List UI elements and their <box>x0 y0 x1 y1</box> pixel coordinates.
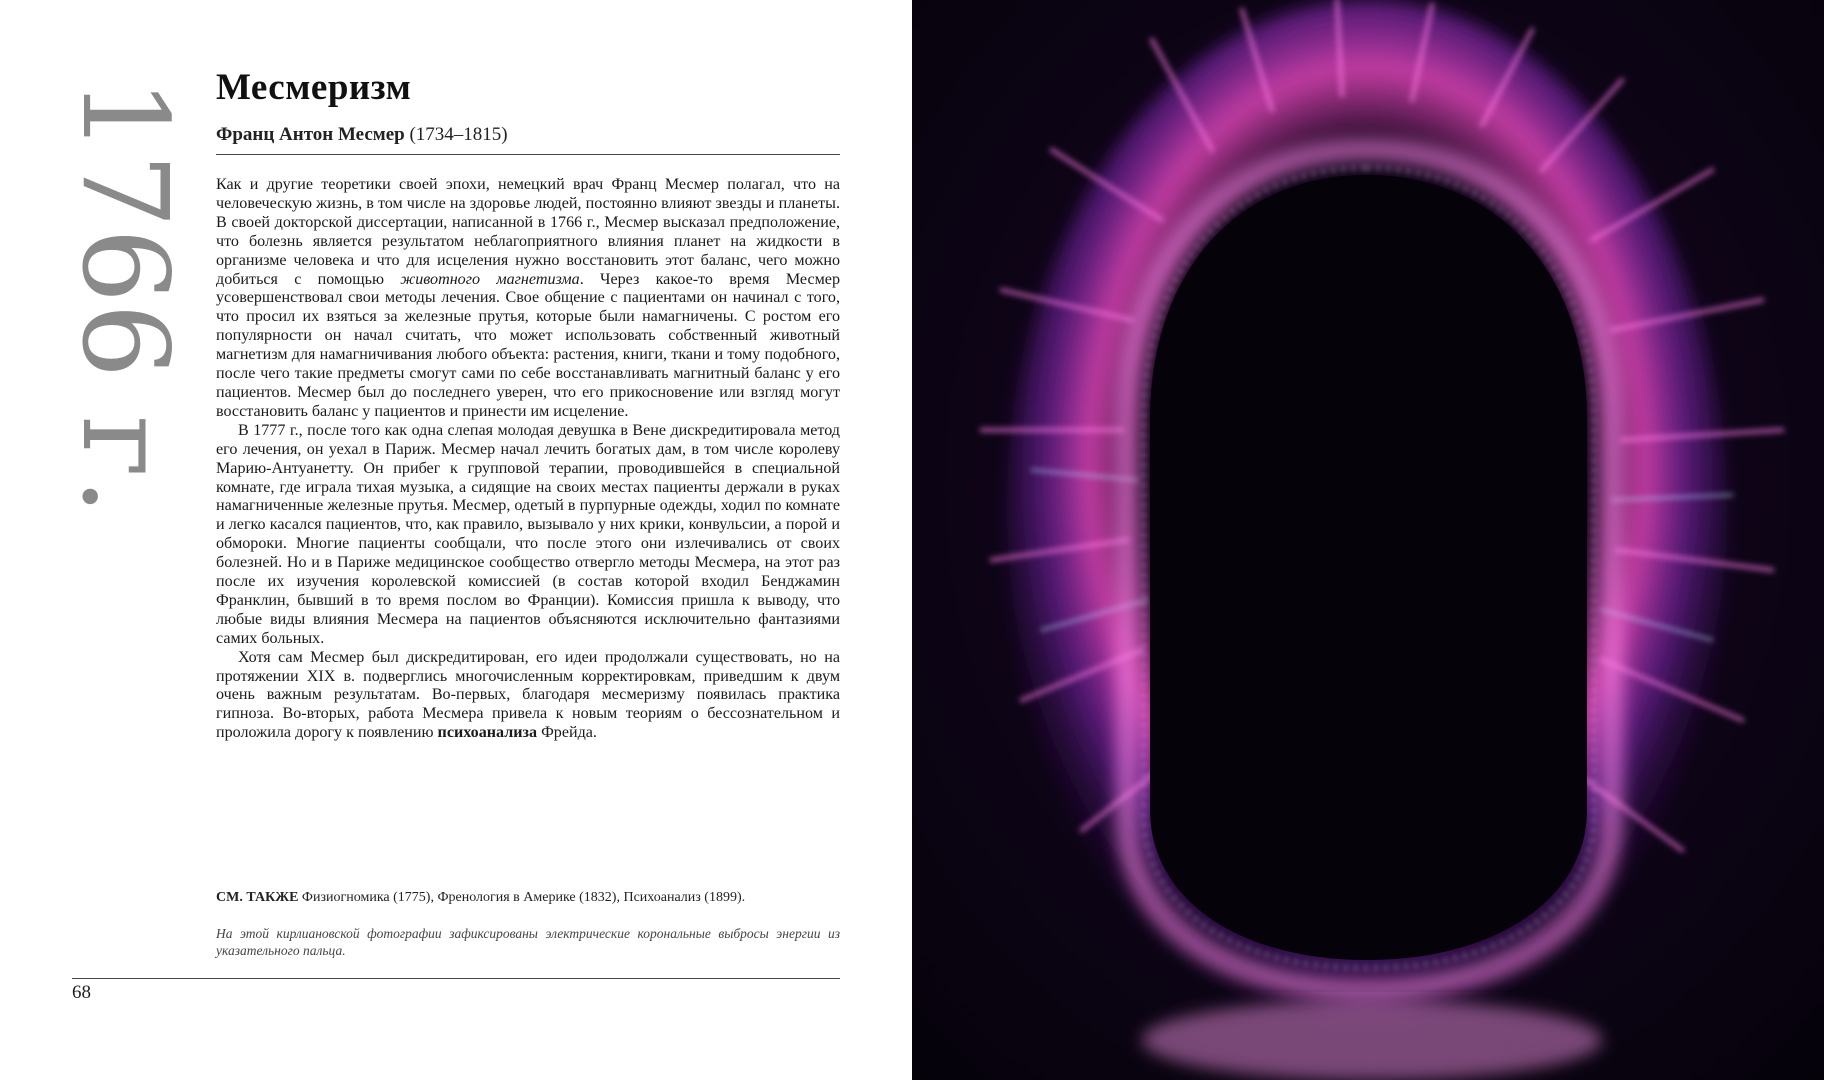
author-name: Франц Антон Месмер <box>216 124 405 145</box>
author-line <box>216 124 508 146</box>
emphasis-animal-magnetism: животного магнетизма <box>400 270 580 288</box>
year-label: 1766 г. <box>56 78 194 516</box>
paragraph-1: Как и другие теоретики своей эпохи, немецкий врач Франц Месмер полагал, что на человеческую жизнь, в том числе на здоровье людей, постоянно влияют звезды и планеты. В своей докторской диссертации, написанной в 1766 г., Месмер высказал предположение, что болезнь является результатом неблагоприятного влияния планет на жидкости в организме человека и что для исцеления нужно восстановить этот баланс, чего можно добиться с помощью животного магнетизма. Через какое-то время Месмер усовершенствовал свои методы лечения. Свое общение с пациентами он начинал с того, что просил их взяться за железные прутья, которые были намагничены. С ростом его популярности он начал считать, что может использовать собственный животный магнетизм для намагничивания любого объекта: растения, книги, ткани и тому подобного, после чего такие предметы смогут сами по себе восстанавливать магнитный баланс у его пациентов. Месмер был до последнего уверен, что его прикосновение или взгляд могут восстановить баланс у пациентов и принести им исцеление. <box>216 176 840 420</box>
photo-caption: На этой кирлиановской фотографии зафиксированы электрические корональные выбросы энергии из указательного пальца. <box>216 926 840 958</box>
kirlian-photo-image <box>912 0 1824 1080</box>
page-title: Месмеризм <box>216 67 412 108</box>
paragraph-2: В 1777 г., после того как одна слепая молодая девушка в Вене дискредитировала метод его лечения, он уехал в Париж. Месмер начал лечить богатых дам, в том числе королеву Марию-Антуанетту. Он прибег к групповой терапии, проводившейся в специальной комнате, где играла тихая музыка, а сидящие на своих местах пациенты держали в руках намагниченные железные прутья. Месмер, одетый в пурпурные одежды, ходил по комнате и легко касался пациентов, что, как правило, вызывало у них крики, конвульсии, а порой и обмороки. Многие пациенты сообщали, что после этого они излечивались от своих болезней. Но и в Париже медицинское сообщество отвергло методы Месмера, на этот раз после их изучения королевской комиссией (в состав которой входил Бенджамин Франклин, бывший в то время послом во Франции). Комиссия пришла к выводу, что любые виды влияния Месмера на пациентов объясняются исключительно фантазиями самих больных. <box>216 421 840 647</box>
term-psychoanalysis: психоанализа <box>437 724 538 742</box>
footer-rule <box>72 978 840 979</box>
article-body <box>216 176 840 743</box>
paragraph-3: Хотя сам Месмер был дискредитирован, его идеи продолжали существовать, но на протяжении XIX в. подверглись многочисленным корректировкам, приведшим к двум очень важным результатам. Во-первых, благодаря месмеризму появилась практика гипноза. Во-вторых, работа Месмера привела к новым теориям о бессознательном и проложила дорогу к появлению психоанализа Фрейда. <box>216 648 840 742</box>
title-rule <box>216 154 840 155</box>
see-also <box>216 890 840 906</box>
page-number: 68 <box>72 982 91 1003</box>
see-also-text: Физиогномика (1775), Френология в Америке (1832), Психоанализ (1899). <box>298 890 746 905</box>
kirlian-photo <box>912 0 1824 1080</box>
see-also-label: СМ. ТАКЖЕ <box>216 890 299 905</box>
author-dates: (1734–1815) <box>409 124 508 145</box>
